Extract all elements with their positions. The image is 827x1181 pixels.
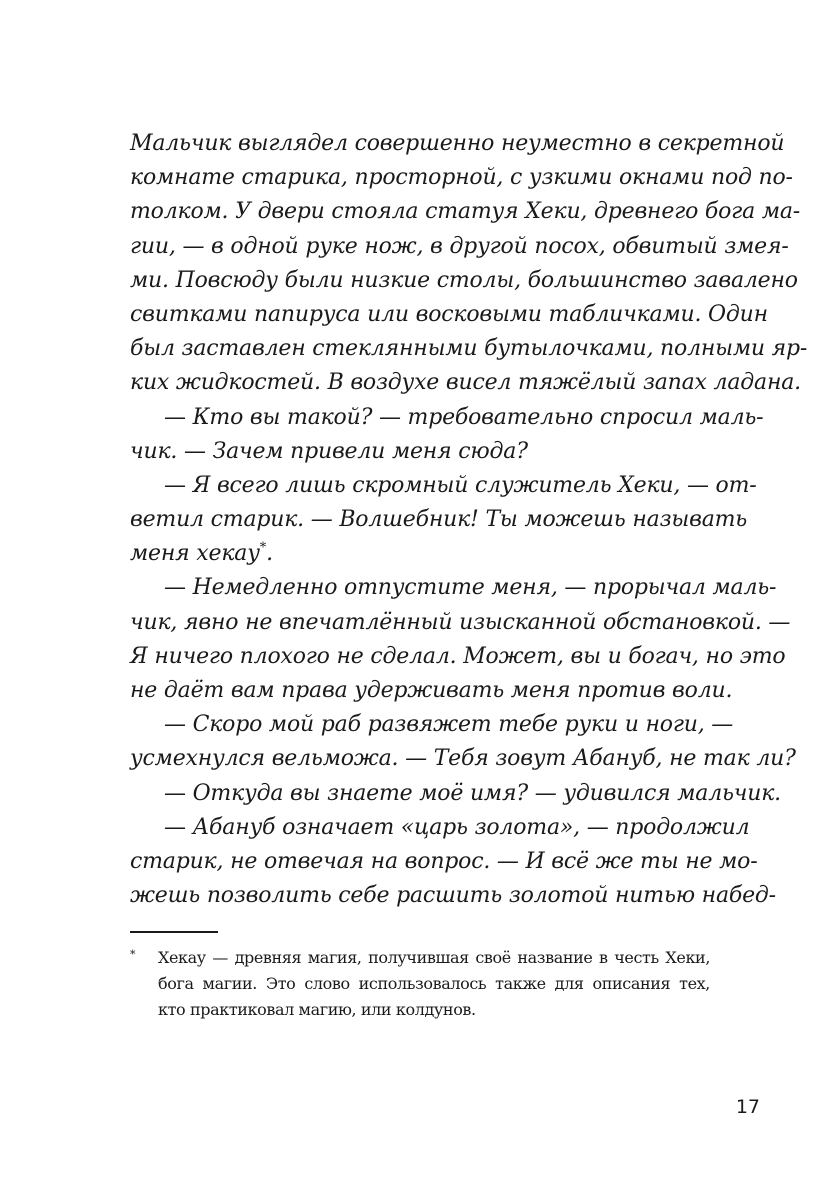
text-line: гии, — в одной руке нож, в другой посох, обвитый змея- — [130, 233, 789, 259]
footnote-line: Хекау — древняя магия, получившая своё название в честь Хеки, — [158, 948, 710, 967]
footnote-line: бога магии. Это слово использовалось также для описания тех, — [158, 974, 710, 993]
text-line: был заставлен стеклянными бутылочками, полными яр- — [130, 336, 808, 362]
text-line: — Абануб означает «царь золота», — продолжил — [164, 814, 750, 840]
text-fragment: . — [266, 541, 273, 567]
text-line: толком. У двери стояла статуя Хеки, древнего бога ма- — [130, 199, 801, 225]
footnote-line: кто практиковал магию, или колдунов. — [158, 1000, 476, 1019]
footnote-marker: * — [130, 948, 136, 961]
text-line: комнате старика, просторной, с узкими окнами под по- — [130, 165, 793, 191]
text-line: — Немедленно отпустите меня, — прорычал маль- — [164, 575, 777, 601]
footnote-divider — [130, 931, 218, 933]
text-line: свитками папируса или восковыми табличками. Один — [130, 301, 768, 327]
text-line: — Скоро мой раб развяжет тебе руки и ноги, — — [164, 712, 734, 738]
text-line: не даёт вам права удерживать меня против воли. — [130, 678, 733, 703]
text-line: усмехнулся вельможа. — Тебя зовут Абануб, не так ли? — [130, 746, 796, 772]
text-line-with-footnote — [130, 537, 710, 571]
text-line: ветил старик. — Волшебник! Ты можешь называть — [130, 507, 748, 533]
text-line: старик, не отвечая на вопрос. — И всё же ты не мо- — [130, 848, 758, 874]
text-line: — Кто вы такой? — требовательно спросил маль- — [164, 404, 764, 430]
text-line: чик, явно не впечатлённый изысканной обстановкой. — — [130, 609, 791, 635]
text-fragment: меня хекау — [130, 541, 260, 567]
text-line: Мальчик выглядел совершенно неуместно в секретной — [130, 131, 785, 156]
text-line: чик. — Зачем привели меня сюда? — [130, 438, 528, 464]
footnote-reference: * — [259, 540, 267, 556]
text-line: жешь позволить себе расшить золотой нитью набед- — [130, 883, 776, 909]
text-line: ких жидкостей. В воздухе висел тяжёлый запах ладана. — [130, 370, 801, 396]
footnote-text — [158, 945, 710, 1023]
text-line: Я ничего плохого не сделал. Может, вы и богач, но это — [130, 643, 786, 669]
body-text — [130, 127, 808, 913]
text-line: — Откуда вы знаете моё имя? — удивился мальчик. — [164, 780, 781, 806]
text-line: — Я всего лишь скромный служитель Хеки, — от- — [164, 472, 757, 498]
text-line: ми. Повсюду были низкие столы, большинство завалено — [130, 267, 798, 293]
page-number: 17 — [735, 1096, 760, 1118]
